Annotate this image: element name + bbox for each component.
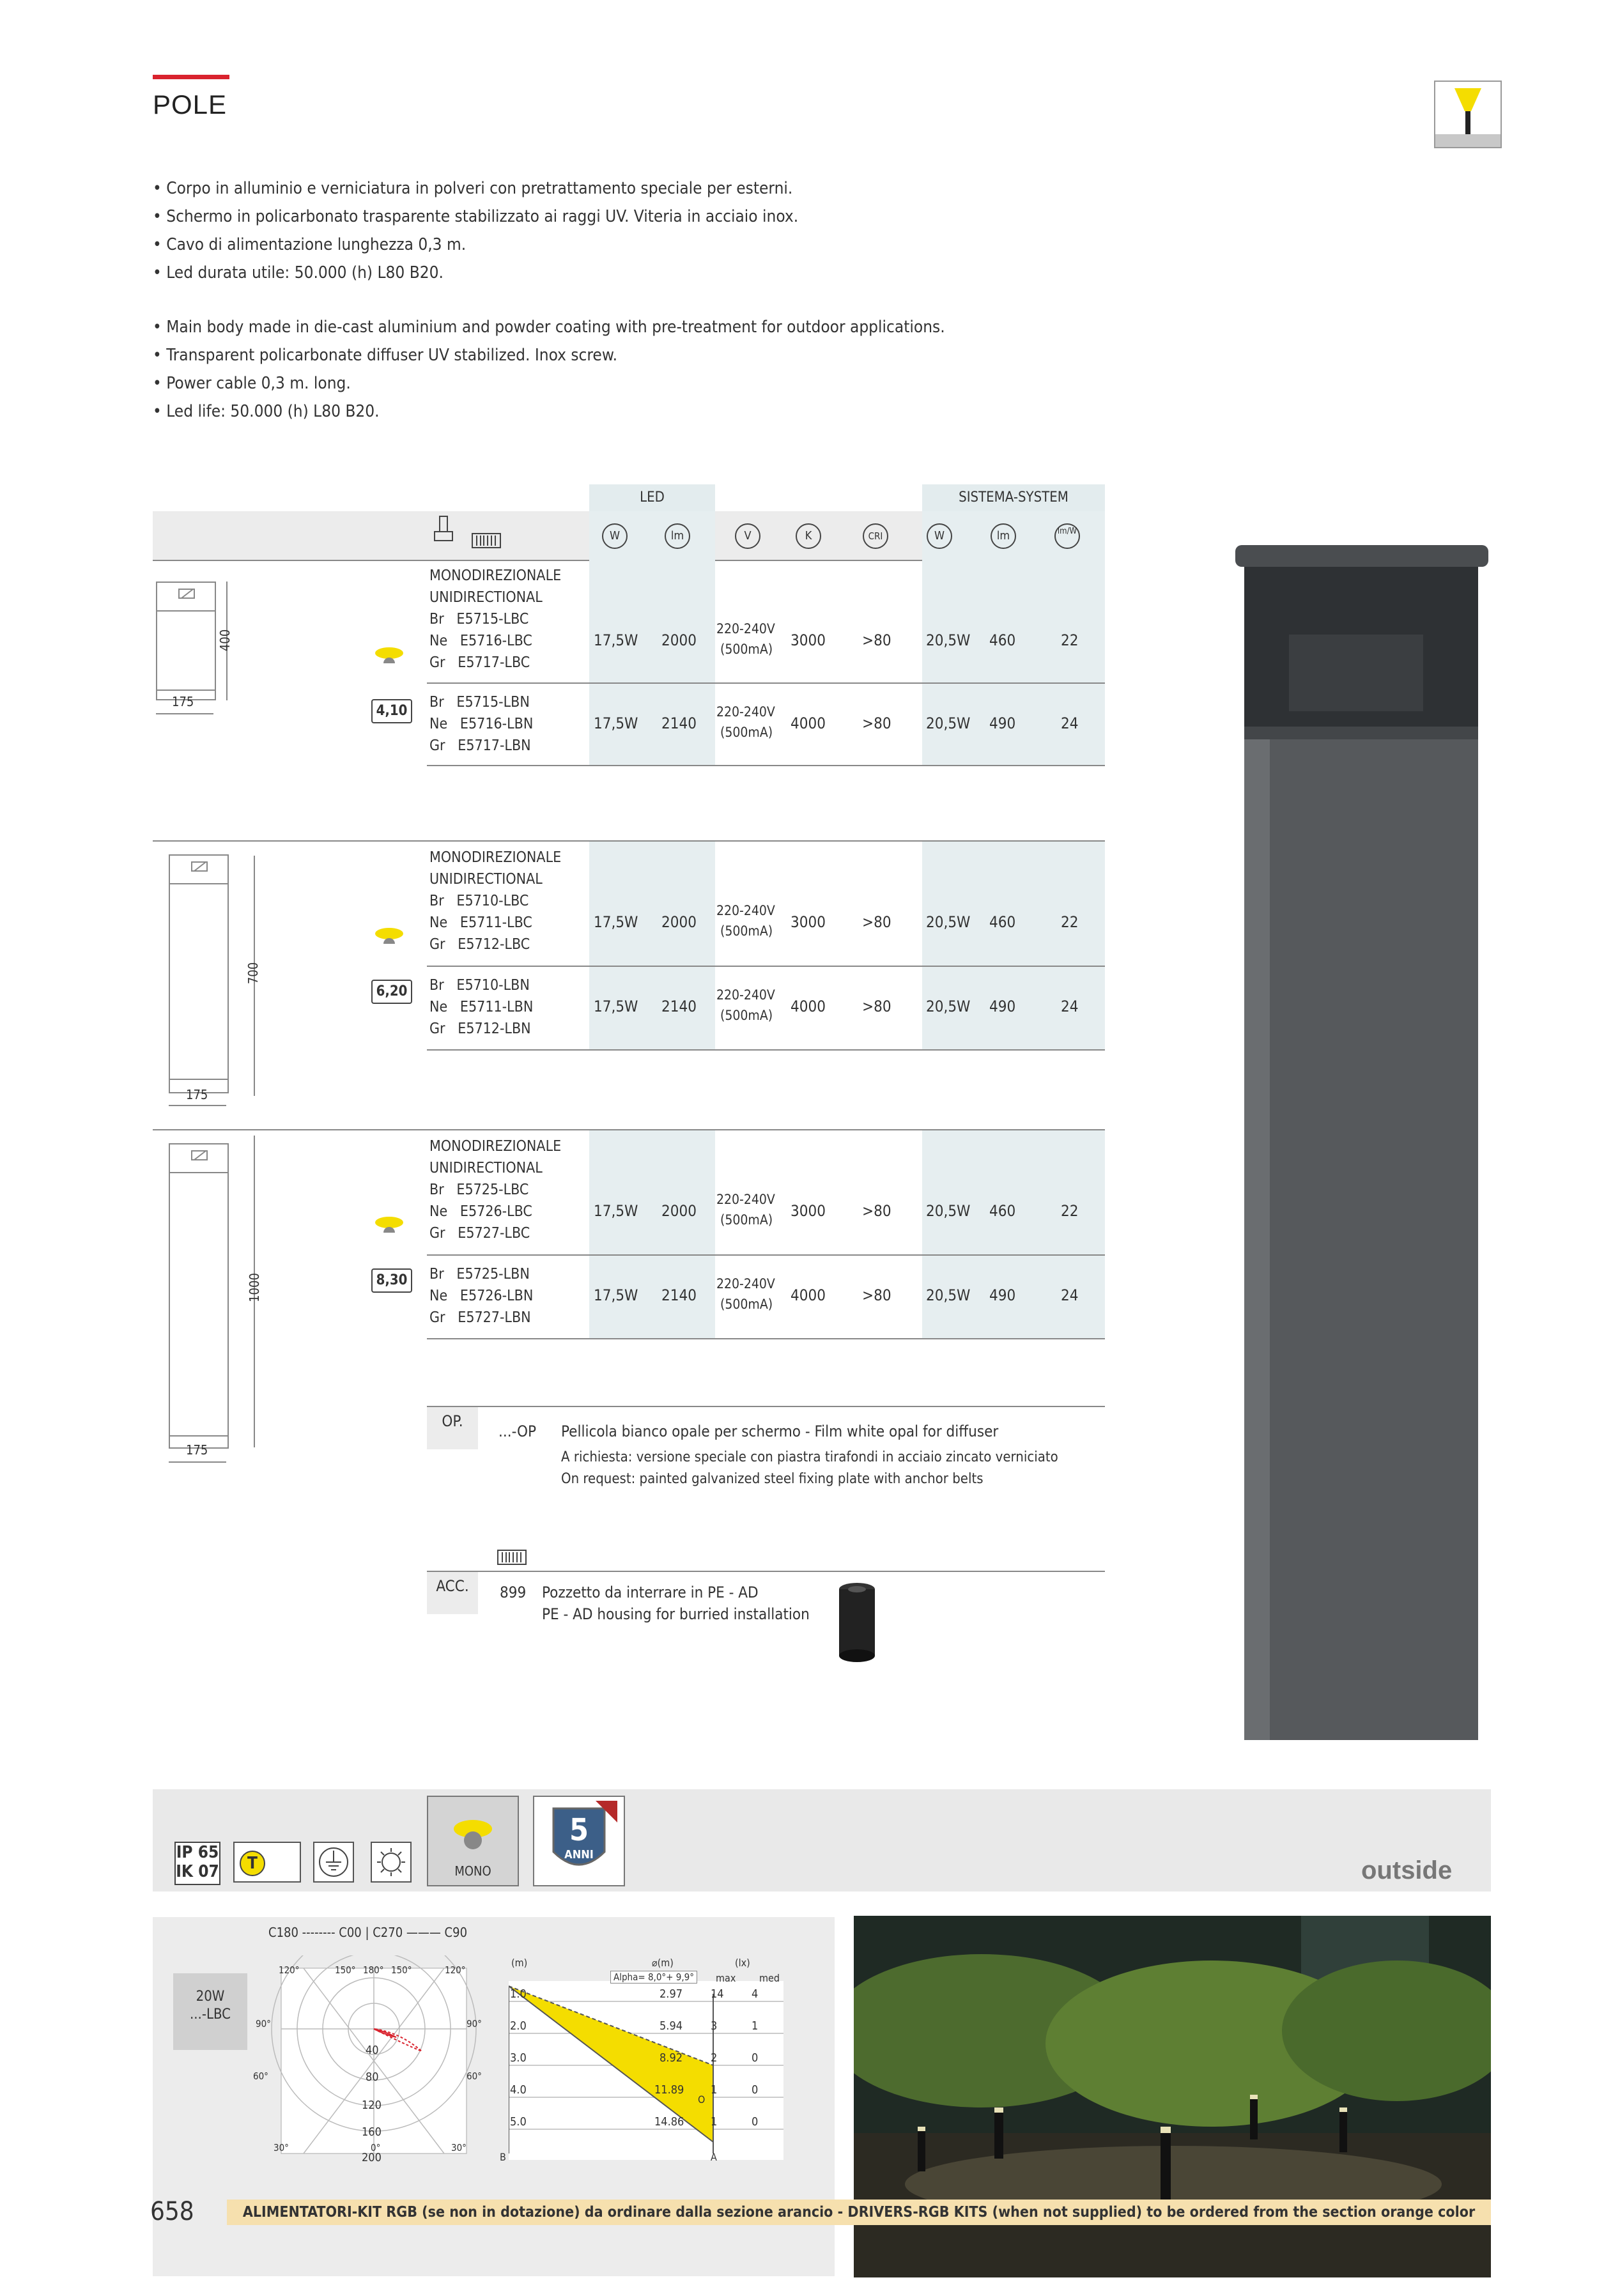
product-code: Gr E5712-LBC (429, 936, 530, 953)
photometry-power: 20W (196, 1989, 225, 2005)
earth-class-icon (313, 1842, 354, 1883)
description-en-line: • Power cable 0,3 m. long. (153, 374, 351, 393)
current: (500mA) (720, 1297, 773, 1312)
description-en-line: • Led life: 50.000 (h) L80 B20. (153, 402, 380, 421)
product-block-700 (153, 842, 1105, 1102)
led-watt: 17,5W (594, 631, 638, 649)
barcode-icon (497, 1550, 527, 1565)
cone-label-a: A (711, 2151, 717, 2163)
alpha-label: Alpha= 8,0°+ 9,9° (610, 1971, 697, 1984)
description-it-line: • Led durata utile: 50.000 (h) L80 B20. (153, 263, 444, 282)
product-type: MONODIREZIONALE UNIDIRECTIONAL (429, 1138, 562, 1176)
system-lumen: 490 (989, 998, 1016, 1015)
description-en-line: • Main body made in die-cast aluminium and powder coating with pre-treatment for outdoor applications. (153, 318, 945, 337)
color-temp: 4000 (791, 998, 826, 1015)
polar-angle: 150° (391, 1964, 412, 1976)
product-code: Gr E5717-LBN (429, 737, 531, 754)
cone-lux-med: 0 (752, 2051, 759, 2065)
system-shade (922, 1130, 1105, 1339)
system-watt: 20,5W (926, 1202, 971, 1220)
kelvin-icon: K (796, 523, 821, 549)
system-watt: 20,5W (926, 913, 971, 931)
led-header: LED (589, 484, 715, 511)
cone-lux-max: 14 (711, 1987, 724, 2001)
product-block-400 (153, 560, 1105, 771)
polar-angle: 0° (371, 2142, 381, 2153)
ip-rating-badge (174, 1842, 220, 1885)
led-lumen: 2140 (661, 714, 697, 732)
width-dimension: 175 (172, 694, 194, 709)
polar-angle: 180° (363, 1964, 384, 1976)
product-codes (429, 975, 533, 1040)
polar-angle: 30° (451, 2142, 467, 2153)
cone-lux-med: 4 (752, 1987, 759, 2001)
lumen-icon: lm (665, 523, 690, 549)
cone-diameter: 14.86 (654, 2115, 684, 2129)
description-it (153, 174, 798, 287)
led-watt: 17,5W (594, 714, 638, 732)
product-code: Br E5715-LBC (429, 611, 529, 628)
polar-radius: 40 (366, 2044, 379, 2057)
cone-distance: 1.0 (510, 1987, 527, 2001)
cri-icon: CRI (863, 523, 888, 549)
color-temp: 4000 (791, 714, 826, 732)
mono-lamp-icon (374, 927, 404, 944)
options-code: ...-OP (498, 1422, 537, 1440)
efficacy: 22 (1061, 1202, 1079, 1220)
width-dimension-line (169, 1461, 226, 1463)
accessory-line1: Pozzetto da interrare in PE - AD (542, 1583, 759, 1601)
polar-angle: 120° (279, 1964, 300, 1976)
product-drawing (169, 854, 229, 1093)
led-shade (589, 1130, 715, 1339)
options-line2: A richiesta: versione speciale con piastra tirafondi in acciaio zincato verniciato (561, 1449, 1058, 1465)
product-code: Br E5725-LBC (429, 1182, 529, 1198)
product-codes (429, 691, 533, 757)
category-icon (1434, 81, 1502, 148)
accessory-line2: PE - AD housing for burried installation (542, 1605, 810, 1623)
cri-value: >80 (862, 1202, 891, 1220)
width-dimension-line (169, 1105, 226, 1106)
warranty-text: ANNI (564, 1848, 594, 1861)
voltage: 220-240V (716, 903, 775, 918)
system-shade (922, 842, 1105, 1050)
cone-distance: 4.0 (510, 2083, 527, 2097)
led-lumen: 2000 (661, 631, 697, 649)
product-code: Gr E5727-LBC (429, 1225, 530, 1242)
polar-radius: 160 (362, 2125, 382, 2139)
product-code: Br E5710-LBN (429, 977, 530, 994)
photometry-label-box (173, 1973, 247, 2050)
cone-diameter: 5.94 (660, 2019, 683, 2033)
photometry-legend: C180 -------- C00 | C270 ——— C90 (268, 1925, 468, 1940)
photometry-code: ...-LBC (189, 2007, 231, 2022)
voltage: 220-240V (716, 1192, 775, 1207)
system-watt-icon: W (927, 523, 952, 549)
polar-radius: 200 (362, 2151, 382, 2164)
width-dimension: 175 (186, 1442, 208, 1458)
product-codes (429, 1263, 533, 1329)
system-lumen-icon: lm (991, 523, 1016, 549)
current: (500mA) (720, 725, 773, 740)
efficacy: 24 (1061, 1286, 1079, 1304)
voltage: 220-240V (716, 621, 775, 636)
cone-lux-max: 2 (711, 2051, 718, 2065)
cone-lux-med: 0 (752, 2083, 759, 2097)
product-code: Ne E5716-LBN (429, 716, 534, 732)
cone-diagram (509, 1981, 790, 2166)
system-watt: 20,5W (926, 714, 971, 732)
height-dimension: 700 (245, 962, 261, 985)
product-codes (429, 608, 532, 674)
polar-angle: 60° (467, 2070, 482, 2082)
accessory-code: 899 (500, 1583, 527, 1601)
led-source-icon (371, 1842, 412, 1883)
cone-distance: 3.0 (510, 2051, 527, 2065)
weight-badge: 4,10 (371, 699, 412, 723)
system-watt: 20,5W (926, 998, 971, 1015)
options-line3: On request: painted galvanized steel fixing plate with anchor belts (561, 1471, 984, 1487)
product-code: Ne E5716-LBC (429, 633, 532, 649)
title-accent-bar (153, 75, 229, 79)
current: (500mA) (720, 923, 773, 939)
product-code: Ne E5726-LBN (429, 1288, 534, 1304)
cone-lux-max: 1 (711, 2083, 718, 2097)
row-divider (427, 966, 1105, 967)
voltage: 220-240V (716, 1276, 775, 1291)
polar-radius: 120 (362, 2099, 382, 2112)
warranty-number: 5 (569, 1812, 589, 1848)
led-lumen: 2140 (661, 998, 697, 1015)
product-code: Gr E5712-LBN (429, 1021, 531, 1037)
system-lumen: 460 (989, 913, 1016, 931)
system-lumen: 460 (989, 1202, 1016, 1220)
page-number: 658 (150, 2197, 194, 2226)
current: (500mA) (720, 642, 773, 657)
cone-diameter: 2.97 (660, 1987, 683, 2001)
led-watt: 17,5W (594, 998, 638, 1015)
efficacy: 22 (1061, 631, 1079, 649)
current: (500mA) (720, 1008, 773, 1023)
row-divider (427, 682, 1105, 684)
finish-icon (432, 515, 455, 543)
cone-label-o: O (698, 2093, 706, 2106)
barcode-icon (472, 533, 501, 548)
cone-diameter: 11.89 (654, 2083, 684, 2097)
product-code: Br E5710-LBC (429, 893, 529, 909)
efficacy: 22 (1061, 913, 1079, 931)
description-it-line: • Cavo di alimentazione lunghezza 0,3 m. (153, 235, 467, 254)
warranty-badge (533, 1796, 625, 1886)
polar-angle: 30° (274, 2142, 289, 2153)
cri-value: >80 (862, 998, 891, 1015)
polar-angle: 150° (335, 1964, 356, 1976)
current: (500mA) (720, 1212, 773, 1228)
row-divider (427, 1254, 1105, 1256)
polar-radius: 80 (366, 2070, 379, 2084)
description-en-line: • Transparent policarbonate diffuser UV stabilized. Inox screw. (153, 346, 617, 365)
color-temp: 4000 (791, 1286, 826, 1304)
cri-value: >80 (862, 913, 891, 931)
mono-lamp-icon (374, 1216, 404, 1233)
t-icon: T (240, 1851, 265, 1876)
efficacy: 24 (1061, 998, 1079, 1015)
width-dimension-line (156, 713, 213, 714)
polar-angle: 90° (256, 2018, 271, 2030)
cone-distance: 2.0 (510, 2019, 527, 2033)
voltage: 220-240V (716, 704, 775, 720)
weight-badge: 8,30 (371, 1268, 412, 1293)
ip-rating: IP 65 (176, 1843, 219, 1862)
product-photo-pole (1233, 545, 1491, 1740)
brand-logo: outside (1361, 1856, 1453, 1884)
row-divider (427, 765, 1105, 766)
system-lumen: 460 (989, 631, 1016, 649)
polar-angle: 60° (253, 2070, 268, 2082)
lux-med-header: med (759, 1972, 780, 1984)
cone-distance: 5.0 (510, 2115, 527, 2129)
product-code: Ne E5711-LBC (429, 914, 532, 931)
accessories-label: ACC. (427, 1572, 478, 1614)
system-lumen: 490 (989, 1286, 1016, 1304)
mono-label: MONO (454, 1863, 491, 1879)
lux-max-header: max (716, 1972, 736, 1984)
description-en (153, 313, 945, 426)
cone-diameter: 8.92 (660, 2051, 683, 2065)
cone-lux-med: 0 (752, 2115, 759, 2129)
led-watt: 17,5W (594, 913, 638, 931)
accessory-housing-image (835, 1582, 879, 1665)
system-shade (922, 560, 1105, 766)
efficacy: 24 (1061, 714, 1079, 732)
polar-angle: 90° (467, 2018, 482, 2030)
cone-lux-med: 1 (752, 2019, 759, 2033)
polar-angle: 120° (445, 1964, 466, 1976)
page-title: POLE (153, 89, 228, 119)
cone-lux-max: 3 (711, 2019, 718, 2033)
led-lumen: 2140 (661, 1286, 697, 1304)
row-divider (427, 1049, 1105, 1051)
cone-header-lux: (lx) (735, 1957, 750, 1969)
product-type: MONODIREZIONALE UNIDIRECTIONAL (429, 849, 562, 888)
product-code: Gr E5727-LBN (429, 1309, 531, 1326)
temperature-class-icon (233, 1842, 301, 1883)
system-watt: 20,5W (926, 1286, 971, 1304)
led-watt: 17,5W (594, 1202, 638, 1220)
cone-header-distance: (m) (511, 1957, 528, 1969)
row-divider (427, 1338, 1105, 1339)
voltage-icon: V (735, 523, 760, 549)
product-code: Gr E5717-LBC (429, 654, 530, 671)
options-line1: Pellicola bianco opale per schermo - Film white opal for diffuser (561, 1422, 999, 1440)
mono-lamp-icon (374, 647, 404, 663)
system-watt: 20,5W (926, 631, 971, 649)
product-code: Br E5725-LBN (429, 1266, 530, 1283)
system-header: SISTEMA-SYSTEM (922, 484, 1105, 511)
description-it-line: • Schermo in policarbonato trasparente stabilizzato ai raggi UV. Viteria in acciaio inox. (153, 207, 799, 226)
led-watt: 17,5W (594, 1286, 638, 1304)
height-dimension: 400 (217, 629, 233, 652)
color-temp: 3000 (791, 913, 826, 931)
efficacy-icon: lm/W (1054, 523, 1080, 549)
led-shade (589, 842, 715, 1050)
product-drawing (156, 582, 216, 700)
cone-header-diameter: ⌀(m) (652, 1957, 674, 1969)
watt-icon: W (602, 523, 628, 549)
cri-value: >80 (862, 1286, 891, 1304)
options-divider (427, 1406, 1105, 1407)
cri-value: >80 (862, 714, 891, 732)
product-code: Br E5715-LBN (429, 694, 530, 711)
weight-badge: 6,20 (371, 980, 412, 1004)
led-lumen: 2000 (661, 1202, 697, 1220)
cone-label-b: B (500, 2151, 506, 2163)
voltage: 220-240V (716, 987, 775, 1003)
accessories-divider (427, 1571, 1105, 1572)
led-shade (589, 560, 715, 766)
mono-emission-icon (427, 1796, 519, 1886)
ik-rating: IK 07 (176, 1862, 219, 1881)
product-codes (429, 890, 532, 955)
width-dimension: 175 (186, 1087, 208, 1102)
options-label: OP. (427, 1407, 478, 1449)
product-code: Ne E5711-LBN (429, 999, 534, 1015)
color-temp: 3000 (791, 1202, 826, 1220)
product-type: MONODIREZIONALE UNIDIRECTIONAL (429, 567, 562, 606)
product-drawing (169, 1143, 229, 1449)
footer-note: ALIMENTATORI-KIT RGB (se non in dotazione) da ordinare dalla sezione arancio - DRIVERS-RGB KITS (when not supplied) to be ordered from the section orange color (227, 2200, 1491, 2225)
cri-value: >80 (862, 631, 891, 649)
led-lumen: 2000 (661, 913, 697, 931)
product-codes (429, 1179, 532, 1244)
system-lumen: 490 (989, 714, 1016, 732)
cone-lux-max: 1 (711, 2115, 718, 2129)
product-code: Ne E5726-LBC (429, 1203, 532, 1220)
description-it-line: • Corpo in alluminio e verniciatura in polveri con pretrattamento speciale per esterni. (153, 179, 793, 198)
color-temp: 3000 (791, 631, 826, 649)
height-dimension: 1000 (246, 1273, 262, 1302)
